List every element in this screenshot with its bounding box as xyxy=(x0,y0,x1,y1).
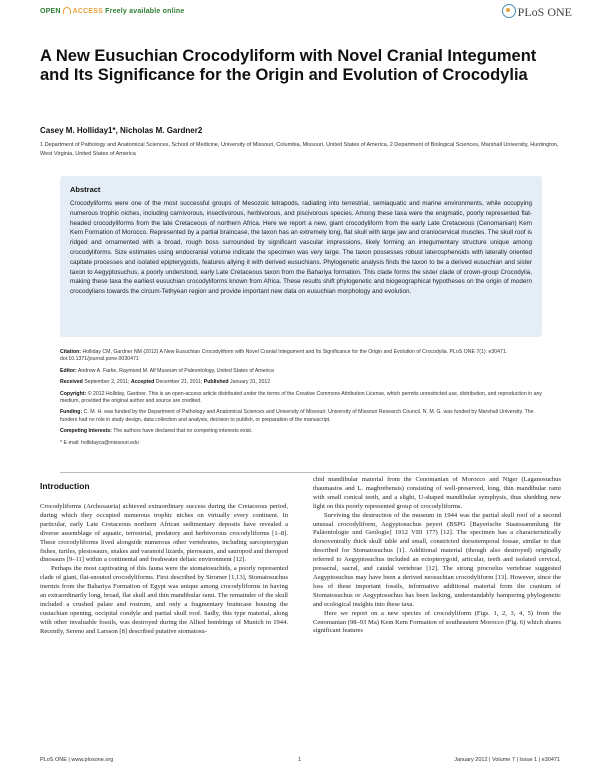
abstract-text: Crocodyliforms were one of the most successful groups of Mesozoic tetrapods, radiating into terrestrial, semiaquatic and marine environments, while occupying numerous trophic niches, including carnivorous, insectivorous, herbivorous, and piscivorous species. Among these taxa were the enigmatic, poorly represented flat-headed crocodyliforms from the late Cretaceous of northern Africa. Here we report a new, giant crocodyliform from the early Late Cretaceous (Cenomanian) Kem Kem Formation of Morocco. Represented by a partial braincase, the taxon has an extremely long, flat skull with large jaw and craniocervical muscles. The skull roof is ridged and ornamented with a broad, rough boss surrounded by significant vascular impressions, likely forming an integumentary structure unique among crocodyliforms. Size estimates using endocranial volume indicate the specimen was very large. The taxon possesses robust laterosphenoids with laterally oriented capitate processes and isolated epipterygoids, features allying it with derived eusuchians. Phylogenetic analysis finds the taxon to be a derived eusuchian and sister taxon to Aegyptosuchus, a poorly understood, early Late Cretaceous taxon from the Bahariya formation. This clade forms the sister clade of crown-group Crocodylia, making these taxa the earliest eusuchian crocodyliforms known from Africa. These results shift phylogenetic and biogeographical hypotheses on the origin of modern crocodylians towards the circum-Tethyean region and provide important new data on eusuchian morphology and evolution. xyxy=(70,200,532,296)
accepted-label: Accepted xyxy=(130,379,155,386)
received-label: Received xyxy=(60,379,83,386)
freely-available-label: Freely available online xyxy=(105,8,185,15)
editor-text: Andrew A. Farke, Raymond M. Alf Museum of Paleontology, United States of America xyxy=(77,367,274,374)
published-date: January 31, 2012 xyxy=(230,379,271,386)
introduction-heading: Introduction xyxy=(40,481,90,491)
open-label: OPEN xyxy=(40,8,61,15)
copyright xyxy=(60,391,542,406)
competing-text: The authors have declared that no competing interests exist. xyxy=(113,428,253,435)
copyright-label: Copyright: xyxy=(60,390,87,397)
paragraph: Surviving the destruction of the museum in 1944 was the partial skull roof of a second unusual crocodyliform, Aegyptosuchus peyeri (BSPG [Bayerische Staatssammlung für Paläontologie und Geologie] 1912 VIII 177) [12]. The specimen has a characteristically dorsoventrally thick skull table and small, constricted dorsotemporal fossae, similar to that described for Stomatosuchus [1]. Additional material (though also destroyed) originally referred to Aegyptosuchus included an ectopterygoid, articular, teeth and isolated cervical, presacral, sacral, and caudal vertebrae [12]. The strong procoelus vertebrae suggested Aegyptosuchus may have been a derived neosuchian crocodyliform [13]. However, since the loss of these important fossils, informative additional material from the cranium of Stomatosuchus or Aegyptosuchus has been lacking, understandably hampering phylogenetic and ecological insights into these taxa. xyxy=(313,511,561,608)
published-label: Published xyxy=(203,379,229,386)
issue-info: January 2012 | Volume 7 | Issue 1 | e30471 xyxy=(454,757,560,763)
competing-interests xyxy=(60,428,542,435)
paragraph: Here we report on a new species of crocodyliform (Figs. 1, 2, 3, 4, 5) from the Cenomanian (98–93 Ma) Kem Kem Formation of southeastern Morocco (Fig. 6) which shares significant features xyxy=(313,609,561,635)
funding xyxy=(60,409,542,424)
paragraph: Perhaps the most captivating of this fauna were the stomatosuchids, a poorly represented clade of giant, flat-snouted crocodyliforms. First described by Stromer [1,13], Stomatosuchus inermis from the Bahariya Formation of Egypt was unique among crocodyliforms in having an extraordinarily long, broad, flat skull and thin mandibular rami. The remainder of the skull included a crushed palate and rostrum, and only a fragmentary braincase housing the custachian opening, occipital condyle and partial skull roof. Sadly, this type material, along with other invaluable fossils, was destroyed during the Allied bombings of Munich in 1944. Recently, Sereno and Larsson [8] described putative stomatosu- xyxy=(40,565,288,635)
received-date: September 2, 2011; xyxy=(84,379,130,386)
citation-text: Holliday CM, Gardner NM (2012) A New Eusuchian Crocodyliform with Novel Cranial Integument and Its Significance for the Origin and Evolution of Crocodylia. PLoS ONE 7(1): e30471. doi:10.1371/journal.pone.0030471 xyxy=(60,349,508,363)
email-link[interactable]: * E-mail: hollidayca@missouri.edu xyxy=(60,439,139,446)
access-label: ACCESS xyxy=(72,8,104,15)
funding-label: Funding: xyxy=(60,409,83,416)
journal-header xyxy=(0,0,600,22)
dates xyxy=(60,379,542,386)
accepted-date: December 21, 2011; xyxy=(155,379,203,386)
paragraph: Crocodyliforms (Archosauria) achieved extraordinary success during the Cretaceous period, during which they occupied numerous trophic niches on virtually every continent. In particular, early Late Cretaceous northern African sedimentary deposits have revealed a diverse assemblage of aquatic, terrestrial, predatory and herbivorous crocodyliforms [1–8]. These crocodyliforms lived alongside numerous other vertebrates, including sarcopterygian fishes, turtles, plesiosaurs, snakes and varanoid lizards, pterosaurs, and sauropod and theropod dinosaurs [9–11] within a continental and freshwater deltaic environment [12]. xyxy=(40,503,288,564)
abstract-heading: Abstract xyxy=(70,185,101,194)
divider xyxy=(60,472,542,473)
plos-one-logo xyxy=(502,4,572,20)
body-column-right xyxy=(313,476,561,636)
logo-text: PLoS ONE xyxy=(517,5,572,19)
author-list: Casey M. Holliday1*, Nicholas M. Gardner2 xyxy=(40,126,203,135)
open-access-banner xyxy=(40,7,184,15)
abstract-box xyxy=(60,176,542,337)
funding-text: C. M. H. was funded by the Department of Pathology and Anatomical Sciences and University of Missouri; University of Missouri Research Council. N. M. G. was funded by Marshall University. The funders had no role in study design, data collection and analysis, decision to publish, or preparation of the manuscript. xyxy=(60,409,534,423)
citation xyxy=(60,349,542,364)
affiliations: 1 Department of Pathology and Anatomical Sciences, School of Medicine, University of Missouri, Columbia, Missouri, United States of America, 2 Department of Biological Sciences, Marshall University, Huntington, West Virginia, United States of America xyxy=(40,142,559,157)
journal-url: PLoS ONE | www.plosone.org xyxy=(40,757,114,763)
copyright-text: © 2012 Holliday, Gardner. This is an open-access article distributed under the terms of the Creative Commons Attribution License, which permits unrestricted use, distribution, and reproduction in any medium, provided the original author and source are credited. xyxy=(60,390,542,405)
page-number: 1 xyxy=(298,757,302,763)
plos-logo-icon xyxy=(502,4,516,18)
paragraph: chid mandibular material from the Cenomanian of Morocco and Niger (Laganosuchus thaumastos and L. maghrebensis) consisting of well-preserved, long, thin mandibular rami with small conical teeth, and a slight, U-shaped mandibular symphysis, thus shedding new light on this poorly represented group of crocodyliforms. xyxy=(313,476,561,510)
editor-label: Editor: xyxy=(60,367,77,374)
article-metadata xyxy=(60,349,542,451)
open-access-lock-icon xyxy=(63,7,71,14)
citation-label: Citation: xyxy=(60,349,82,355)
editor xyxy=(60,368,542,375)
body-column-left xyxy=(40,503,288,637)
article-title: A New Eusuchian Crocodyliform with Novel Cranial Integument and Its Significance for the Origin and Evolution of Crocodylia xyxy=(40,47,537,84)
competing-label: Competing Interests: xyxy=(60,428,112,435)
